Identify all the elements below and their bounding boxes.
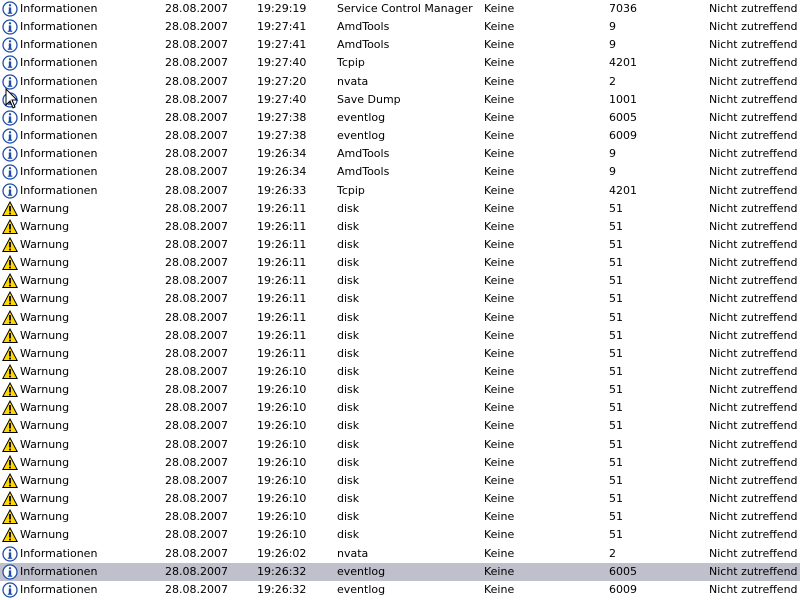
warning-icon: [2, 400, 18, 416]
time-cell: 19:26:11: [257, 201, 307, 215]
table-row[interactable]: [0, 381, 800, 399]
info-icon: [2, 19, 18, 35]
source-cell: Save Dump: [337, 92, 401, 106]
warning-icon: [2, 509, 18, 525]
category-cell: Keine: [484, 92, 515, 106]
category-cell: Keine: [484, 201, 515, 215]
event-id-cell: 51: [609, 383, 623, 397]
user-cell: Nicht zutreffend: [709, 383, 798, 397]
user-cell: Nicht zutreffend: [709, 510, 798, 524]
table-row[interactable]: [0, 54, 800, 72]
type-cell: Warnung: [20, 219, 70, 233]
category-cell: Keine: [484, 56, 515, 70]
category-cell: Keine: [484, 2, 515, 15]
date-cell: 28.08.2007: [165, 129, 228, 143]
time-cell: 19:26:11: [257, 256, 307, 270]
source-cell: Service Control Manager: [337, 2, 473, 15]
source-cell: AmdTools: [337, 165, 390, 179]
category-cell: Keine: [484, 328, 515, 342]
source-cell: disk: [337, 237, 360, 251]
table-row[interactable]: [0, 526, 800, 544]
user-cell: Nicht zutreffend: [709, 437, 798, 451]
type-cell: Informationen: [20, 74, 98, 88]
category-cell: Keine: [484, 256, 515, 270]
date-cell: 28.08.2007: [165, 56, 228, 70]
event-id-cell: 9: [609, 165, 616, 179]
warning-icon: [2, 201, 18, 217]
type-cell: Warnung: [20, 346, 70, 360]
source-cell: disk: [337, 492, 360, 506]
source-cell: disk: [337, 346, 360, 360]
info-icon: [2, 564, 18, 580]
table-row[interactable]: [0, 472, 800, 490]
event-id-cell: 2: [609, 74, 616, 88]
date-cell: 28.08.2007: [165, 383, 228, 397]
table-row[interactable]: [0, 127, 800, 145]
info-icon: [2, 92, 18, 108]
info-icon: [2, 546, 18, 562]
source-cell: AmdTools: [337, 147, 390, 161]
time-cell: 19:26:10: [257, 383, 307, 397]
time-cell: 19:27:38: [257, 129, 307, 143]
user-cell: Nicht zutreffend: [709, 237, 798, 251]
warning-icon: [2, 364, 18, 380]
table-row[interactable]: [0, 218, 800, 236]
category-cell: Keine: [484, 38, 515, 52]
category-cell: Keine: [484, 546, 515, 560]
category-cell: Keine: [484, 401, 515, 415]
event-id-cell: 51: [609, 310, 623, 324]
table-row[interactable]: [0, 436, 800, 454]
time-cell: 19:26:11: [257, 219, 307, 233]
event-id-cell: 4201: [609, 183, 637, 197]
table-row[interactable]: [0, 91, 800, 109]
date-cell: 28.08.2007: [165, 328, 228, 342]
source-cell: disk: [337, 419, 360, 433]
event-id-cell: 51: [609, 292, 623, 306]
user-cell: Nicht zutreffend: [709, 274, 798, 288]
type-cell: Warnung: [20, 492, 70, 506]
category-cell: Keine: [484, 346, 515, 360]
date-cell: 28.08.2007: [165, 2, 228, 15]
event-id-cell: 7036: [609, 2, 637, 15]
warning-icon: [2, 455, 18, 471]
user-cell: Nicht zutreffend: [709, 492, 798, 506]
category-cell: Keine: [484, 219, 515, 233]
type-cell: Informationen: [20, 20, 98, 34]
date-cell: 28.08.2007: [165, 165, 228, 179]
table-row[interactable]: [0, 399, 800, 417]
user-cell: Nicht zutreffend: [709, 110, 798, 124]
source-cell: Tcpip: [337, 183, 365, 197]
event-id-cell: 51: [609, 256, 623, 270]
user-cell: Nicht zutreffend: [709, 346, 798, 360]
category-cell: Keine: [484, 383, 515, 397]
type-cell: Warnung: [20, 274, 70, 288]
table-row[interactable]: [0, 327, 800, 345]
source-cell: disk: [337, 383, 360, 397]
category-cell: Keine: [484, 473, 515, 487]
warning-icon: [2, 491, 18, 507]
warning-icon: [2, 273, 18, 289]
time-cell: 19:27:20: [257, 74, 307, 88]
date-cell: 28.08.2007: [165, 183, 228, 197]
warning-icon: [2, 418, 18, 434]
user-cell: Nicht zutreffend: [709, 147, 798, 161]
table-row[interactable]: [0, 0, 800, 18]
type-cell: Warnung: [20, 455, 70, 469]
date-cell: 28.08.2007: [165, 346, 228, 360]
time-cell: 19:26:10: [257, 510, 307, 524]
table-row[interactable]: [0, 36, 800, 54]
date-cell: 28.08.2007: [165, 401, 228, 415]
type-cell: Warnung: [20, 201, 70, 215]
table-row[interactable]: [0, 581, 800, 599]
info-icon: [2, 582, 18, 598]
source-cell: disk: [337, 401, 360, 415]
source-cell: disk: [337, 528, 360, 542]
warning-icon: [2, 382, 18, 398]
type-cell: Informationen: [20, 2, 98, 15]
time-cell: 19:27:38: [257, 110, 307, 124]
type-cell: Warnung: [20, 437, 70, 451]
date-cell: 28.08.2007: [165, 219, 228, 233]
warning-icon: [2, 237, 18, 253]
category-cell: Keine: [484, 110, 515, 124]
event-id-cell: 51: [609, 510, 623, 524]
type-cell: Warnung: [20, 510, 70, 524]
source-cell: eventlog: [337, 564, 386, 578]
category-cell: Keine: [484, 437, 515, 451]
table-row[interactable]: [0, 563, 800, 581]
date-cell: 28.08.2007: [165, 110, 228, 124]
time-cell: 19:26:11: [257, 310, 307, 324]
date-cell: 28.08.2007: [165, 528, 228, 542]
date-cell: 28.08.2007: [165, 292, 228, 306]
type-cell: Warnung: [20, 419, 70, 433]
user-cell: Nicht zutreffend: [709, 165, 798, 179]
time-cell: 19:26:11: [257, 346, 307, 360]
user-cell: Nicht zutreffend: [709, 365, 798, 378]
user-cell: Nicht zutreffend: [709, 582, 798, 596]
table-row[interactable]: [0, 73, 800, 91]
source-cell: disk: [337, 201, 360, 215]
info-icon: [2, 183, 18, 199]
date-cell: 28.08.2007: [165, 38, 228, 52]
category-cell: Keine: [484, 510, 515, 524]
time-cell: 19:26:10: [257, 528, 307, 542]
type-cell: Warnung: [20, 528, 70, 542]
table-row[interactable]: [0, 290, 800, 308]
date-cell: 28.08.2007: [165, 473, 228, 487]
type-cell: Informationen: [20, 129, 98, 143]
time-cell: 19:26:11: [257, 274, 307, 288]
time-cell: 19:26:10: [257, 473, 307, 487]
source-cell: disk: [337, 437, 360, 451]
type-cell: Warnung: [20, 383, 70, 397]
table-row[interactable]: [0, 182, 800, 200]
type-cell: Informationen: [20, 183, 98, 197]
table-row[interactable]: [0, 145, 800, 163]
user-cell: Nicht zutreffend: [709, 201, 798, 215]
category-cell: Keine: [484, 20, 515, 34]
event-id-cell: 9: [609, 38, 616, 52]
type-cell: Warnung: [20, 310, 70, 324]
user-cell: Nicht zutreffend: [709, 219, 798, 233]
date-cell: 28.08.2007: [165, 492, 228, 506]
source-cell: disk: [337, 365, 360, 378]
type-cell: Warnung: [20, 237, 70, 251]
type-cell: Informationen: [20, 92, 98, 106]
event-id-cell: 51: [609, 492, 623, 506]
user-cell: Nicht zutreffend: [709, 328, 798, 342]
table-row[interactable]: [0, 109, 800, 127]
category-cell: Keine: [484, 237, 515, 251]
user-cell: Nicht zutreffend: [709, 38, 798, 52]
date-cell: 28.08.2007: [165, 256, 228, 270]
time-cell: 19:27:40: [257, 56, 307, 70]
time-cell: 19:26:34: [257, 147, 307, 161]
type-cell: Informationen: [20, 38, 98, 52]
time-cell: 19:26:02: [257, 546, 307, 560]
time-cell: 19:26:32: [257, 582, 307, 596]
info-icon: [2, 74, 18, 90]
warning-icon: [2, 473, 18, 489]
date-cell: 28.08.2007: [165, 74, 228, 88]
type-cell: Informationen: [20, 165, 98, 179]
date-cell: 28.08.2007: [165, 201, 228, 215]
user-cell: Nicht zutreffend: [709, 419, 798, 433]
category-cell: Keine: [484, 582, 515, 596]
info-icon: [2, 110, 18, 126]
warning-icon: [2, 527, 18, 543]
table-row[interactable]: [0, 254, 800, 272]
category-cell: Keine: [484, 564, 515, 578]
date-cell: 28.08.2007: [165, 92, 228, 106]
user-cell: Nicht zutreffend: [709, 455, 798, 469]
date-cell: 28.08.2007: [165, 274, 228, 288]
category-cell: Keine: [484, 365, 515, 378]
event-id-cell: 51: [609, 274, 623, 288]
event-id-cell: 4201: [609, 56, 637, 70]
time-cell: 19:26:10: [257, 437, 307, 451]
user-cell: Nicht zutreffend: [709, 310, 798, 324]
event-id-cell: 6005: [609, 110, 637, 124]
user-cell: Nicht zutreffend: [709, 20, 798, 34]
type-cell: Warnung: [20, 256, 70, 270]
time-cell: 19:26:33: [257, 183, 307, 197]
source-cell: disk: [337, 310, 360, 324]
source-cell: eventlog: [337, 582, 386, 596]
date-cell: 28.08.2007: [165, 546, 228, 560]
table-row[interactable]: [0, 18, 800, 36]
user-cell: Nicht zutreffend: [709, 92, 798, 106]
source-cell: disk: [337, 473, 360, 487]
user-cell: Nicht zutreffend: [709, 256, 798, 270]
type-cell: Warnung: [20, 473, 70, 487]
warning-icon: [2, 346, 18, 362]
event-id-cell: 51: [609, 401, 623, 415]
table-row[interactable]: [0, 236, 800, 254]
event-id-cell: 51: [609, 201, 623, 215]
time-cell: 19:27:40: [257, 92, 307, 106]
type-cell: Informationen: [20, 582, 98, 596]
time-cell: 19:26:11: [257, 328, 307, 342]
type-cell: Informationen: [20, 110, 98, 124]
event-id-cell: 51: [609, 346, 623, 360]
type-cell: Informationen: [20, 546, 98, 560]
table-row[interactable]: [0, 163, 800, 181]
date-cell: 28.08.2007: [165, 582, 228, 596]
table-row[interactable]: [0, 309, 800, 327]
event-id-cell: 51: [609, 328, 623, 342]
category-cell: Keine: [484, 183, 515, 197]
table-row[interactable]: [0, 545, 800, 563]
category-cell: Keine: [484, 147, 515, 161]
warning-icon: [2, 291, 18, 307]
user-cell: Nicht zutreffend: [709, 546, 798, 560]
time-cell: 19:26:11: [257, 237, 307, 251]
user-cell: Nicht zutreffend: [709, 401, 798, 415]
category-cell: Keine: [484, 492, 515, 506]
time-cell: 19:26:10: [257, 419, 307, 433]
user-cell: Nicht zutreffend: [709, 129, 798, 143]
event-id-cell: 51: [609, 437, 623, 451]
table-row[interactable]: [0, 454, 800, 472]
source-cell: AmdTools: [337, 38, 390, 52]
event-id-cell: 51: [609, 237, 623, 251]
table-row[interactable]: [0, 508, 800, 526]
event-id-cell: 6009: [609, 129, 637, 143]
time-cell: 19:27:41: [257, 20, 307, 34]
source-cell: AmdTools: [337, 20, 390, 34]
time-cell: 19:27:41: [257, 38, 307, 52]
source-cell: disk: [337, 510, 360, 524]
info-icon: [2, 164, 18, 180]
category-cell: Keine: [484, 455, 515, 469]
warning-icon: [2, 310, 18, 326]
type-cell: Informationen: [20, 56, 98, 70]
type-cell: Warnung: [20, 401, 70, 415]
source-cell: nvata: [337, 546, 369, 560]
user-cell: Nicht zutreffend: [709, 56, 798, 70]
table-row[interactable]: [0, 345, 800, 363]
info-icon: [2, 128, 18, 144]
user-cell: Nicht zutreffend: [709, 528, 798, 542]
event-id-cell: 51: [609, 455, 623, 469]
date-cell: 28.08.2007: [165, 455, 228, 469]
info-icon: [2, 1, 18, 17]
user-cell: Nicht zutreffend: [709, 74, 798, 88]
table-row[interactable]: [0, 272, 800, 290]
date-cell: 28.08.2007: [165, 365, 228, 378]
warning-icon: [2, 255, 18, 271]
event-id-cell: 6009: [609, 582, 637, 596]
user-cell: Nicht zutreffend: [709, 292, 798, 306]
source-cell: eventlog: [337, 129, 386, 143]
user-cell: Nicht zutreffend: [709, 473, 798, 487]
user-cell: Nicht zutreffend: [709, 2, 798, 15]
date-cell: 28.08.2007: [165, 437, 228, 451]
source-cell: disk: [337, 219, 360, 233]
date-cell: 28.08.2007: [165, 237, 228, 251]
source-cell: disk: [337, 328, 360, 342]
table-row[interactable]: [0, 490, 800, 508]
category-cell: Keine: [484, 274, 515, 288]
type-cell: Warnung: [20, 292, 70, 306]
type-cell: Warnung: [20, 365, 70, 378]
source-cell: nvata: [337, 74, 369, 88]
time-cell: 19:26:10: [257, 365, 307, 378]
table-row[interactable]: [0, 417, 800, 435]
time-cell: 19:26:10: [257, 401, 307, 415]
user-cell: Nicht zutreffend: [709, 183, 798, 197]
event-id-cell: 9: [609, 20, 616, 34]
date-cell: 28.08.2007: [165, 564, 228, 578]
event-id-cell: 2: [609, 546, 616, 560]
type-cell: Warnung: [20, 328, 70, 342]
event-id-cell: 1001: [609, 92, 637, 106]
time-cell: 19:26:10: [257, 492, 307, 506]
event-id-cell: 51: [609, 365, 623, 378]
event-id-cell: 51: [609, 419, 623, 433]
category-cell: Keine: [484, 74, 515, 88]
category-cell: Keine: [484, 165, 515, 179]
category-cell: Keine: [484, 310, 515, 324]
warning-icon: [2, 437, 18, 453]
time-cell: 19:26:10: [257, 455, 307, 469]
date-cell: 28.08.2007: [165, 20, 228, 34]
user-cell: Nicht zutreffend: [709, 564, 798, 578]
event-id-cell: 51: [609, 219, 623, 233]
category-cell: Keine: [484, 419, 515, 433]
source-cell: disk: [337, 256, 360, 270]
source-cell: eventlog: [337, 110, 386, 124]
source-cell: disk: [337, 274, 360, 288]
warning-icon: [2, 328, 18, 344]
type-cell: Informationen: [20, 564, 98, 578]
date-cell: 28.08.2007: [165, 147, 228, 161]
table-row[interactable]: [0, 200, 800, 218]
time-cell: 19:26:32: [257, 564, 307, 578]
event-id-cell: 9: [609, 147, 616, 161]
source-cell: disk: [337, 292, 360, 306]
category-cell: Keine: [484, 528, 515, 542]
event-id-cell: 6005: [609, 564, 637, 578]
date-cell: 28.08.2007: [165, 419, 228, 433]
event-id-cell: 51: [609, 528, 623, 542]
time-cell: 19:26:11: [257, 292, 307, 306]
info-icon: [2, 37, 18, 53]
source-cell: Tcpip: [337, 56, 365, 70]
date-cell: 28.08.2007: [165, 510, 228, 524]
time-cell: 19:26:34: [257, 165, 307, 179]
info-icon: [2, 146, 18, 162]
event-id-cell: 51: [609, 473, 623, 487]
warning-icon: [2, 219, 18, 235]
category-cell: Keine: [484, 129, 515, 143]
source-cell: disk: [337, 455, 360, 469]
date-cell: 28.08.2007: [165, 310, 228, 324]
time-cell: 19:29:19: [257, 2, 307, 15]
type-cell: Informationen: [20, 147, 98, 161]
table-row[interactable]: [0, 363, 800, 381]
category-cell: Keine: [484, 292, 515, 306]
info-icon: [2, 55, 18, 71]
